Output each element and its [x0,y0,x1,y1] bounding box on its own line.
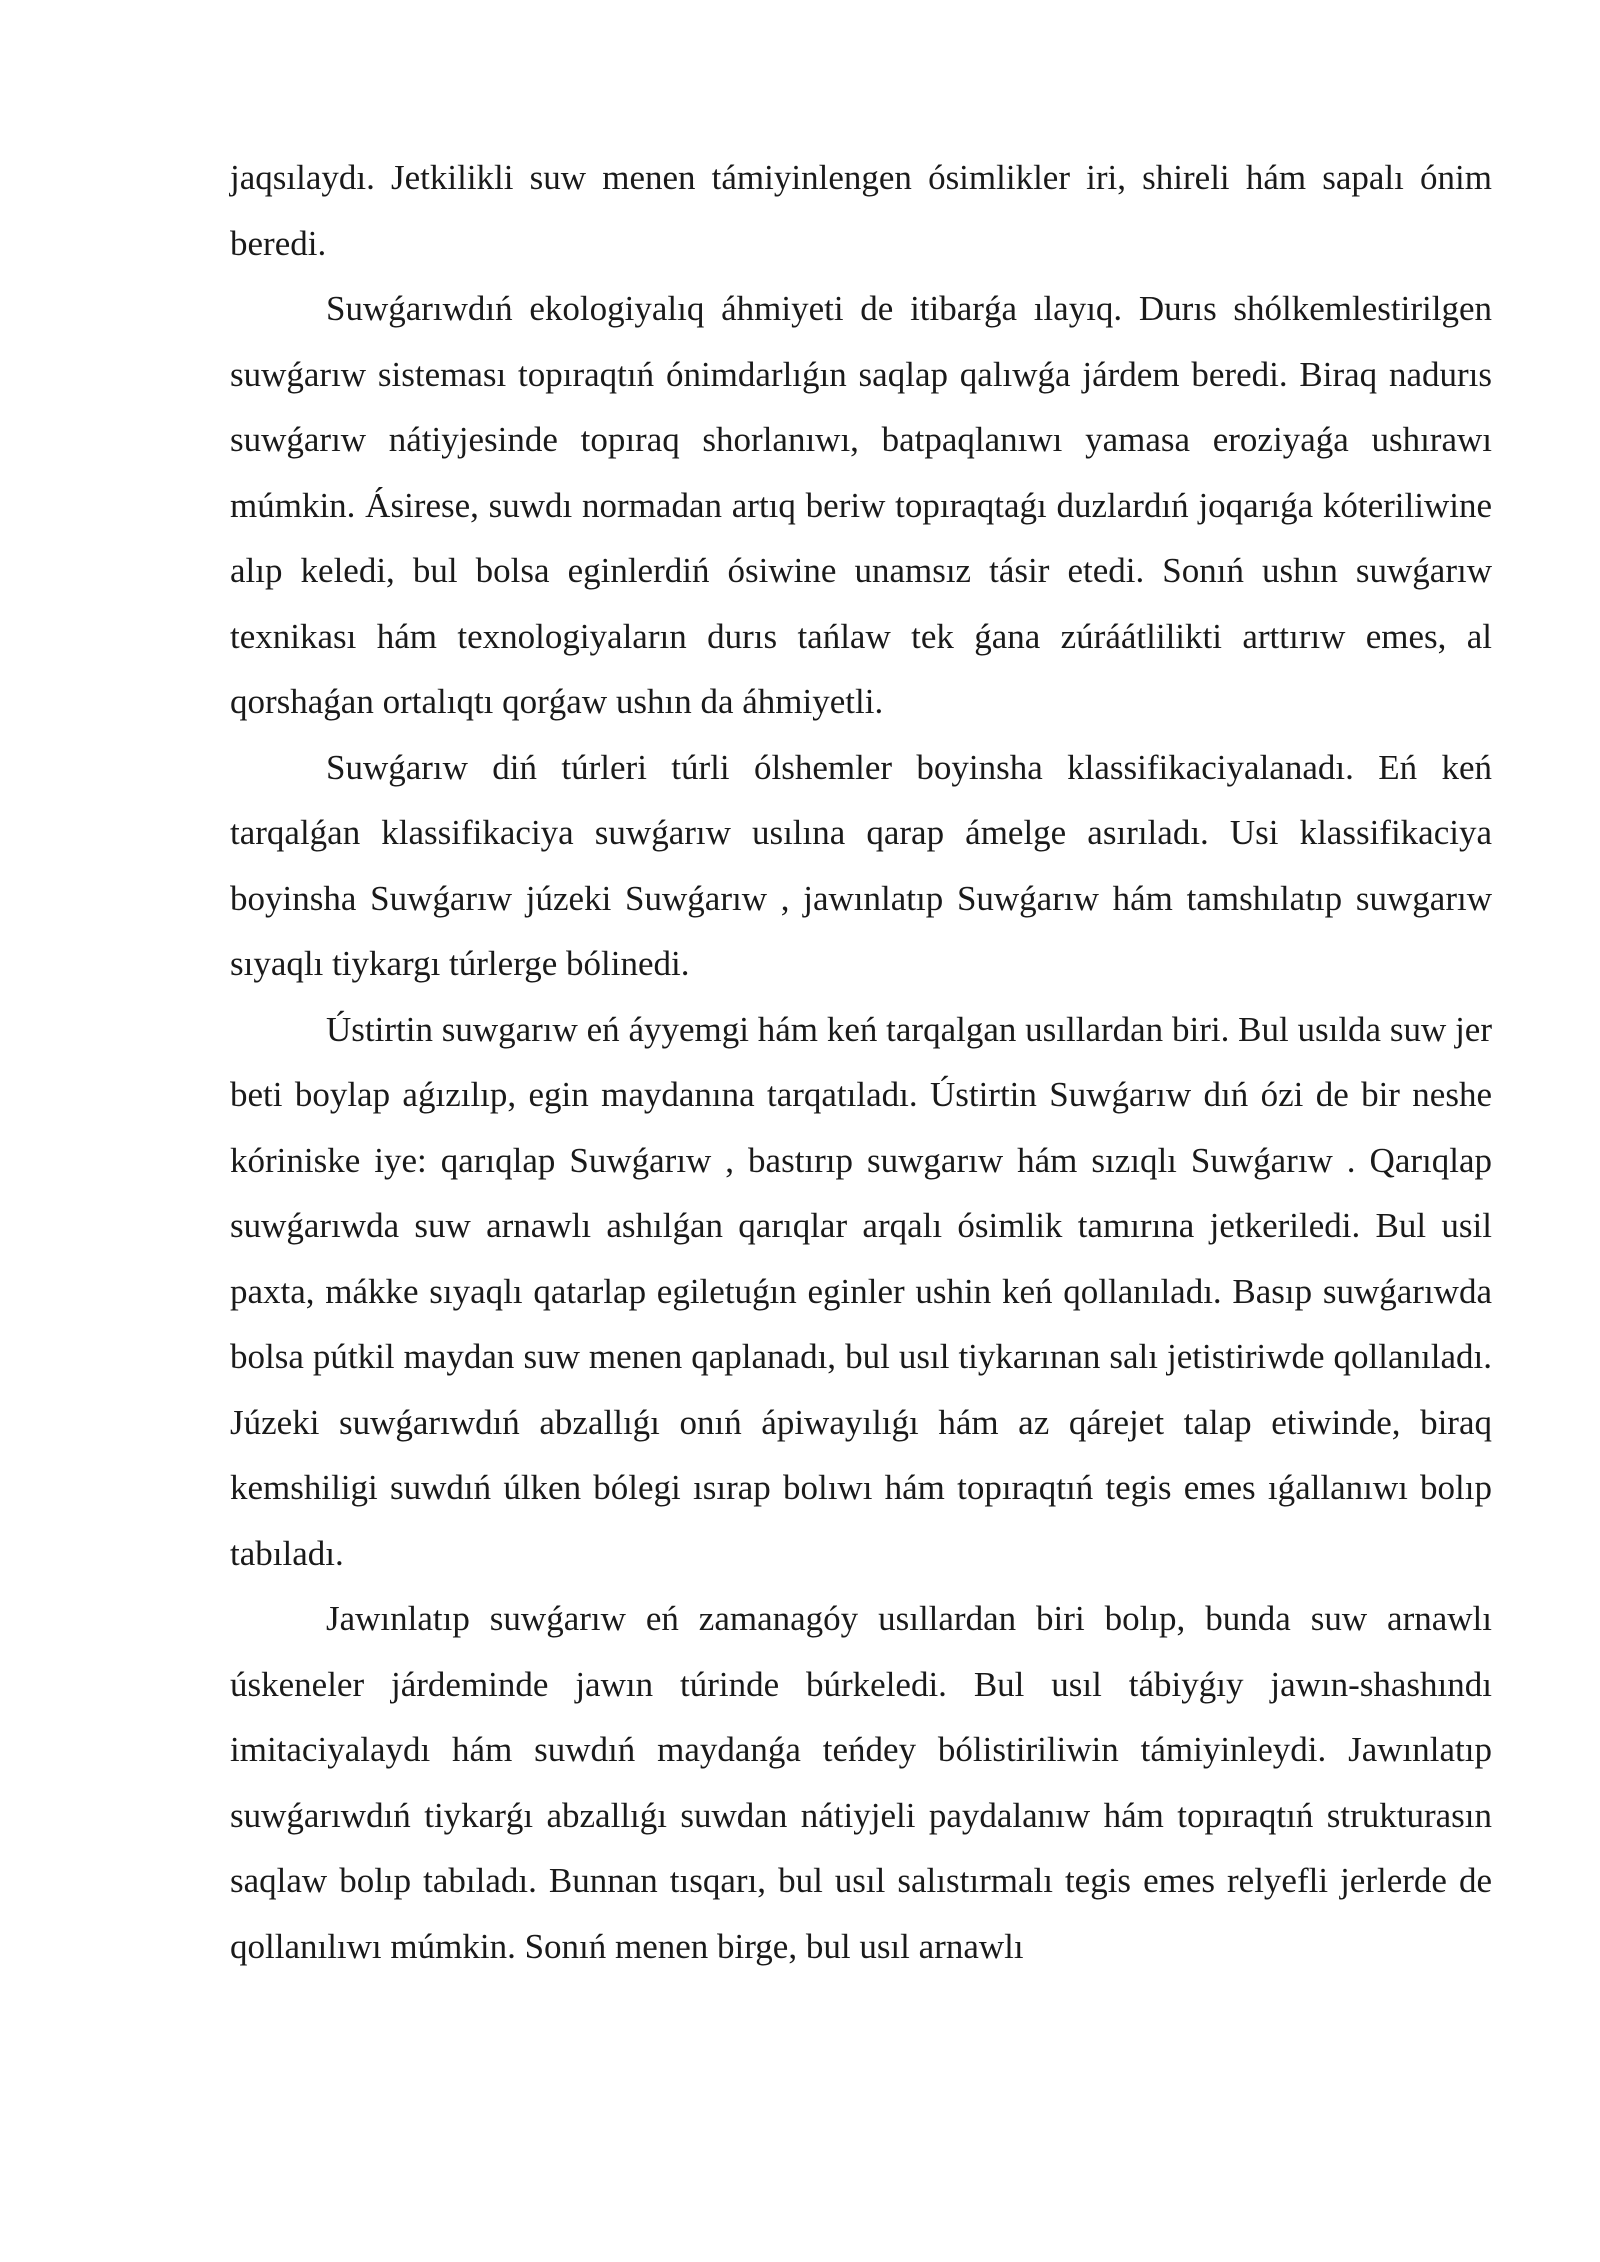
paragraph-irrigation-types: Suwǵarıw diń túrleri túrli ólshemler boyinsha klassifikaciyalanadı. Eń keń tarqalǵan klassifikaciya suwǵarıw usılına qarap ámelge asırıladı. Usi klassifikaciya boyinsha Suwǵarıw júzeki Suwǵarıw , jawınlatıp Suwǵarıw hám tamshılatıp suwgarıw sıyaqlı tiykargı túrlerge bólinedi. [230,747,1492,983]
paragraph-sprinkler-irrigation: Jawınlatıp suwǵarıw eń zamanagóy usıllardan biri bolıp, bunda suw arnawlı úskeneler járdeminde jawın túrinde búrkeledi. Bul usıl tábiyǵıy jawın-shashındı imitaciyalaydı hám suwdıń maydanǵa teńdey bólistiriliwin támiyinleydi. Jawınlatıp suwǵarıwdıń tiykarǵı abzallıǵı suwdan nátiyjeli paydalanıw hám topıraqtıń strukturasın saqlaw bolıp tabıladı. Bunnan tısqarı, bul usıl salıstırmalı tegis emes relyefli jerlerde de qollanılıwı múmkin. Sonıń menen birge, bul usıl arnawlı [230,1599,1492,1966]
document-body [230,145,1492,1979]
paragraph-continuation: jaqsılaydı. Jetkilikli suw menen támiyinlengen ósimlikler iri, shireli hám sapalı ónim beredi. [230,158,1492,263]
paragraph-surface-irrigation: Ústirtin suwgarıw eń áyyemgi hám keń tarqalgan usıllardan biri. Bul usılda suw jer beti boylap aǵızılıp, egin maydanına tarqatıladı. Ústirtin Suwǵarıw dıń ózi de bir neshe kóriniske iye: qarıqlap Suwǵarıw , bastırıp suwgarıw hám sızıqlı Suwǵarıw . Qarıqlap suwǵarıwda suw arnawlı ashılǵan qarıqlar arqalı ósimlik tamırına jetkeriledi. Bul usil paxta, mákke sıyaqlı qatarlap egiletuǵın eginler ushin keń qollanıladı. Basıp suwǵarıwda bolsa pútkil maydan suw menen qaplanadı, bul usıl tiykarınan salı jetistiriwde qollanıladı. Júzeki suwǵarıwdıń abzallıǵı onıń ápiwayılıǵı hám az qárejet talap etiwinde, biraq kemshiligi suwdıń úlken bólegi ısırap bolıwı hám topıraqtıń tegis emes ıǵallanıwı bolıp tabıladı. [230,1009,1492,1573]
paragraph-ecological-importance: Suwǵarıwdıń ekologiyalıq áhmiyeti de itibarǵa ılayıq. Durıs shólkemlestirilgen suwǵarıw sisteması topıraqtıń ónimdarlıǵın saqlap qalıwǵa járdem beredi. Biraq nadurıs suwǵarıw nátiyjesinde topıraq shorlanıwı, batpaqlanıwı yamasa eroziyaǵa ushırawı múmkin. Ásirese, suwdı normadan artıq beriw topıraqtaǵı duzlardıń joqarıǵa kóteriliwine alıp keledi, bul bolsa eginlerdiń ósiwine unamsız tásir etedi. Sonıń ushın suwǵarıw texnikası hám texnologiyaların durıs tańlaw tek ǵana zúráátlilikti arttırıw emes, al qorshaǵan ortalıqtı qorǵaw ushın da áhmiyetli. [230,289,1492,721]
